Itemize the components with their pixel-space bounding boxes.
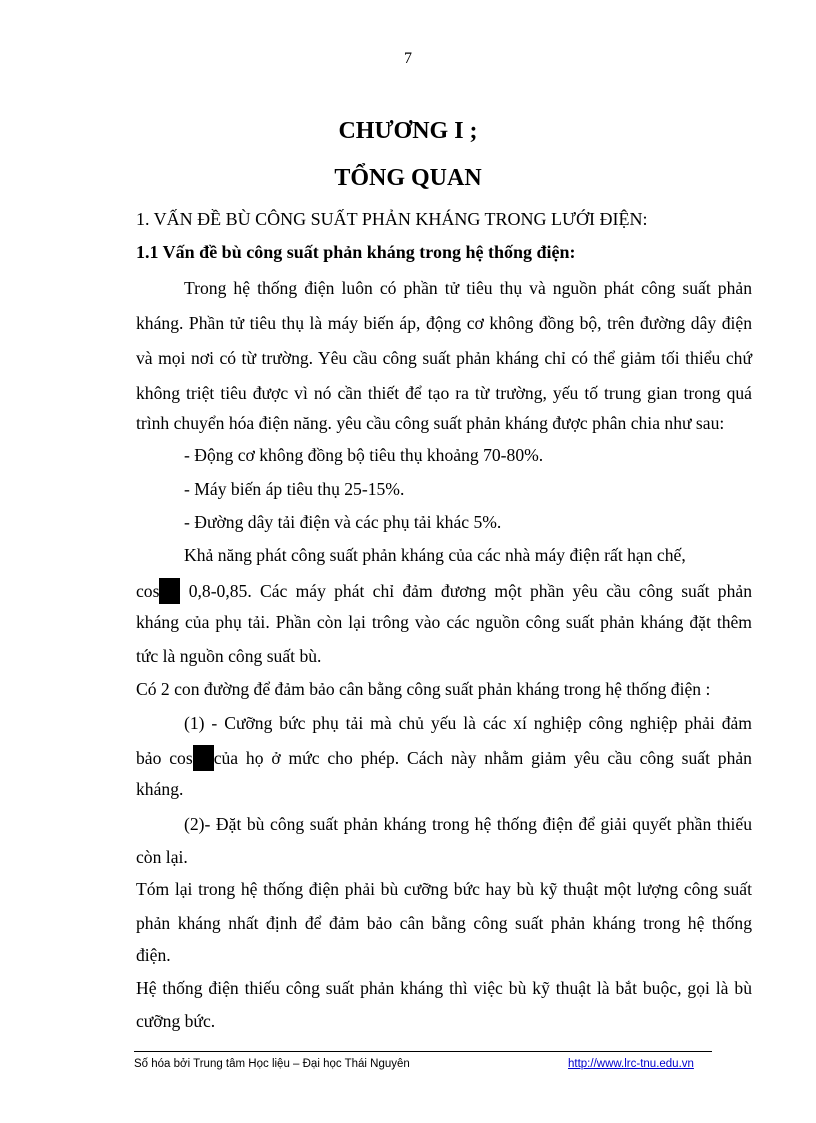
section-heading: 1. VẤN ĐỀ BÙ CÔNG SUẤT PHẢN KHÁNG TRONG LƯỚI ĐIỆN: xyxy=(136,209,648,229)
footer-divider xyxy=(134,1051,712,1052)
text-line: Tóm lại trong hệ thống điện phải bù cưỡng bức hay bù kỹ thuật một lượng công suất xyxy=(136,879,752,899)
text-line: điện. xyxy=(136,945,171,965)
subsection-heading: 1.1 Vấn đề bù công suất phản kháng trong hệ thống điện: xyxy=(136,242,576,262)
text-line: không triệt tiêu được vì nó cần thiết để tạo ra từ trường, yếu tố trung gian trong quá xyxy=(136,383,752,403)
text-line: còn lại. xyxy=(136,847,188,867)
text-line: Trong hệ thống điện luôn có phần tử tiêu thụ và nguồn phát công suất phản xyxy=(184,278,752,298)
cos-suffix: 0,8-0,85. Các máy phát chỉ đảm đương một phần yêu cầu công suất phản xyxy=(180,581,752,601)
text-line xyxy=(136,745,752,771)
list-item: - Đường dây tải điện và các phụ tải khác 5%. xyxy=(184,512,502,532)
cos-prefix: cos xyxy=(136,581,160,601)
list-item: - Động cơ không đồng bộ tiêu thụ khoảng 70-80%. xyxy=(184,445,544,465)
text-line: phản kháng nhất định để đảm bảo cân bằng công suất phản kháng trong hệ thống xyxy=(136,913,752,933)
text-line: và mọi nơi có từ trường. Yêu cầu công suất phản kháng chỉ có thể giảm tối thiểu chứ xyxy=(136,348,752,368)
footer-source: Số hóa bởi Trung tâm Học liệu – Đại học Thái Nguyên xyxy=(134,1058,410,1070)
chapter-title: TỔNG QUAN xyxy=(334,165,482,191)
text-line: kháng. xyxy=(136,779,184,799)
text-line: Hệ thống điện thiếu công suất phản kháng thì việc bù kỹ thuật là bắt buộc, gọi là bù xyxy=(136,978,752,998)
list-item: - Máy biến áp tiêu thụ 25-15%. xyxy=(184,479,405,499)
text-line: kháng. Phần tử tiêu thụ là máy biến áp, động cơ không đồng bộ, trên đường dây điện xyxy=(136,313,752,333)
text-line: trình chuyển hóa điện năng. yêu cầu công suất phản kháng được phân chia như sau: xyxy=(136,413,725,433)
text-line: (2)- Đặt bù công suất phản kháng trong hệ thống điện để giải quyết phần thiếu xyxy=(184,814,752,834)
text-line: (1) - Cưỡng bức phụ tải mà chủ yếu là các xí nghiệp công nghiệp phải đảm xyxy=(184,713,752,733)
cos-suffix: của họ ở mức cho phép. Cách này nhằm giảm yêu cầu công suất phản xyxy=(213,748,752,768)
page-number: 7 xyxy=(404,50,412,67)
text-line: cưỡng bức. xyxy=(136,1011,216,1031)
text-line: kháng của phụ tải. Phần còn lại trông vào các nguồn công suất phản kháng đặt thêm xyxy=(136,612,752,632)
text-line: tức là nguồn công suất bù. xyxy=(136,646,322,666)
chapter-label: CHƯƠNG I ; xyxy=(338,118,478,144)
cos-prefix: bảo cos xyxy=(136,748,193,768)
redaction-block xyxy=(159,578,180,604)
redaction-block xyxy=(193,745,214,771)
text-line: Khả năng phát công suất phản kháng của các nhà máy điện rất hạn chế, xyxy=(184,545,686,565)
footer-link[interactable]: http://www.lrc-tnu.edu.vn xyxy=(568,1058,694,1070)
text-line: Có 2 con đường để đảm bảo cân bằng công suất phản kháng trong hệ thống điện : xyxy=(136,679,711,699)
text-line xyxy=(136,578,752,604)
